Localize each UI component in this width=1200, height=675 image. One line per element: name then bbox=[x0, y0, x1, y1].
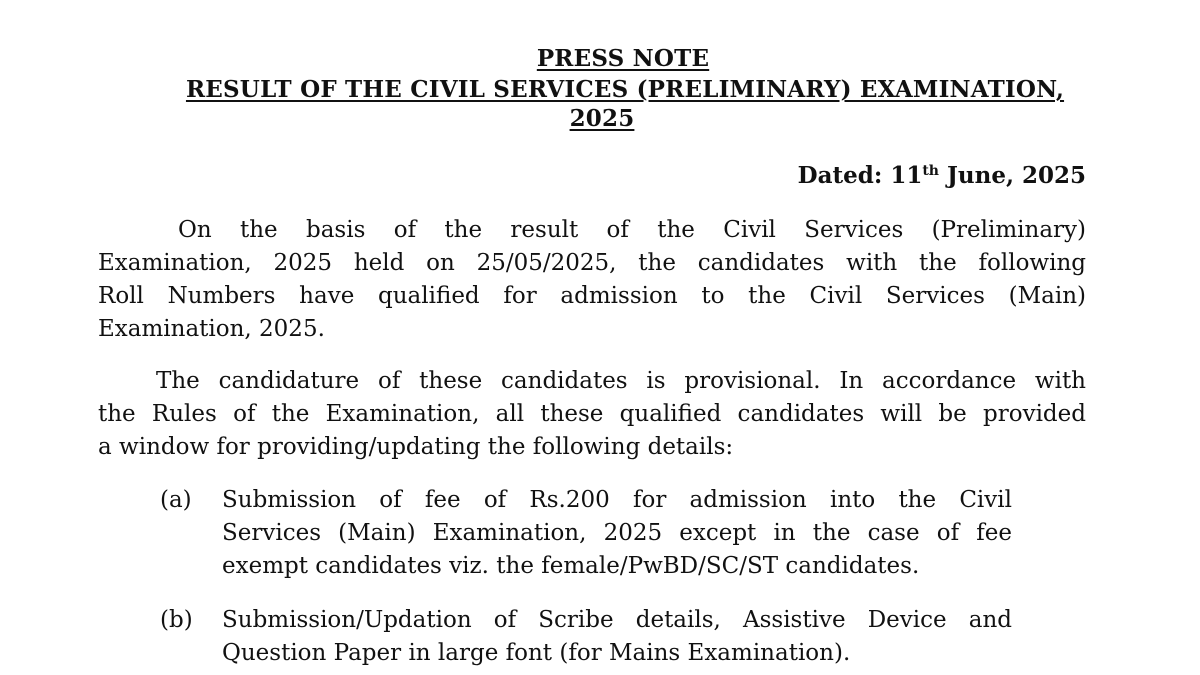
dated-prefix: Dated: 11 bbox=[797, 162, 923, 189]
paragraph-line: the Rules of the Examination, all these qualified candidates will be provided bbox=[98, 401, 1086, 427]
list-item-line: exempt candidates viz. the female/PwBD/SC/ST candidates. bbox=[222, 553, 920, 579]
list-item-line: Question Paper in large font (for Mains Examination). bbox=[222, 640, 851, 666]
paragraph-line: Examination, 2025 held on 25/05/2025, the candidates with the following bbox=[98, 250, 1086, 276]
result-title: RESULT OF THE CIVIL SERVICES (PRELIMINARY) EXAMINATION, bbox=[185, 76, 1065, 103]
paragraph-line: a window for providing/updating the following details: bbox=[98, 434, 734, 460]
list-item-text bbox=[222, 484, 1012, 583]
list-item-text bbox=[222, 604, 1012, 670]
paragraph-candidature bbox=[98, 365, 1086, 464]
paragraph-line: On the basis of the result of the Civil Services (Preliminary) bbox=[178, 217, 1086, 243]
press-note-heading: PRESS NOTE bbox=[536, 45, 710, 72]
paragraph-result-basis bbox=[98, 214, 1086, 346]
result-title-year: 2025 bbox=[569, 105, 635, 132]
list-item-line: Services (Main) Examination, 2025 except in the case of fee bbox=[222, 520, 1012, 546]
dated-ordinal: th bbox=[922, 163, 939, 179]
dated-suffix: June, 2025 bbox=[939, 162, 1086, 189]
list-item-line: Submission/Updation of Scribe details, Assistive Device and bbox=[222, 607, 1012, 633]
list-item-label: (b) bbox=[160, 607, 193, 633]
list-item-line: Submission of fee of Rs.200 for admission into the Civil bbox=[222, 487, 1012, 513]
dated-line bbox=[798, 162, 1086, 189]
paragraph-line: The candidature of these candidates is provisional. In accordance with bbox=[156, 368, 1086, 394]
list-item-label: (a) bbox=[160, 487, 192, 513]
paragraph-line: Roll Numbers have qualified for admission to the Civil Services (Main) bbox=[98, 283, 1086, 309]
paragraph-line: Examination, 2025. bbox=[98, 316, 325, 342]
